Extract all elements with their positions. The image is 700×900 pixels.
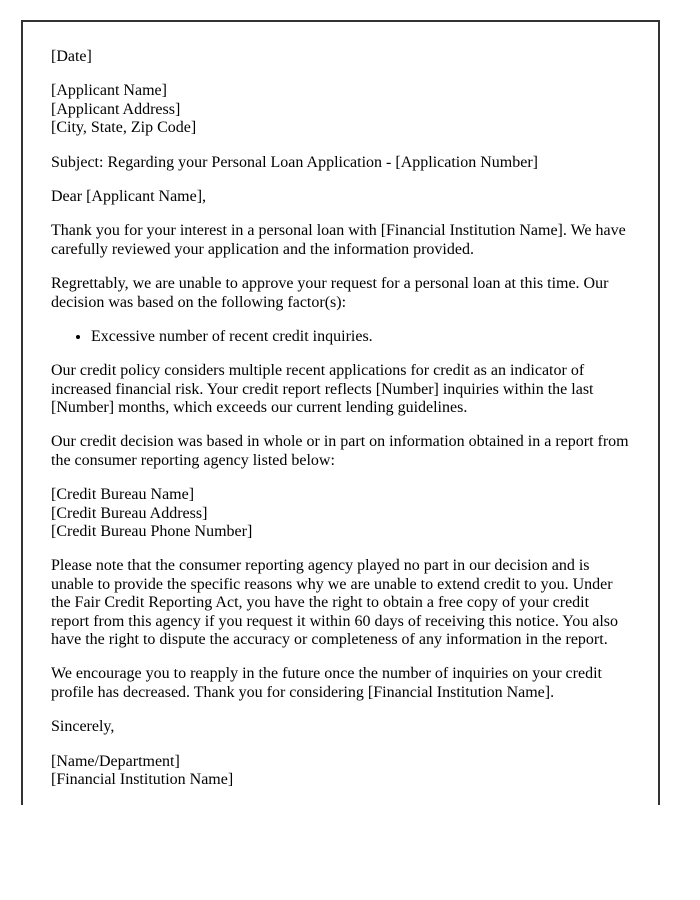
credit-bureau-block [51,486,630,541]
paragraph-decision: Regrettably, we are unable to approve your request for a personal loan at this time. Our decision was based on the following factor(s): [51,275,609,311]
signature-block [51,753,630,790]
paragraph-intro: Thank you for your interest in a personal loan with [Financial Institution Name]. We have carefully reviewed your application and the information provided. [51,222,626,258]
recipient-name: [Applicant Name] [51,82,167,100]
credit-bureau-address: [Credit Bureau Address] [51,504,208,522]
signature-name-department: [Name/Department] [51,752,180,770]
paragraph-report-source: Our credit decision was based in whole or in part on information obtained in a report from the consumer reporting agency listed below: [51,433,629,469]
credit-bureau-name: [Credit Bureau Name] [51,486,195,504]
denial-factors-list [51,328,630,346]
salutation: Dear [Applicant Name], [51,187,207,205]
paragraph-fcra-notice: Please note that the consumer reporting agency played no part in our decision and is unable to provide the specific reasons why we are unable to extend credit to you. Under the Fair Credit Reporting Act, you have the right to obtain a free copy of your credit report from this agency if you request it within 60 days of receiving this notice. You also have the right to dispute the accuracy or completeness of any information in the report. [51,557,619,648]
paragraph-closing: We encourage you to reapply in the future once the number of inquiries on your credit profile has decreased. Thank you for considering [Financial Institution Name]. [51,665,602,701]
loan-denial-letter [21,20,660,805]
letter-date: [Date] [51,48,92,65]
recipient-city-state-zip: [City, State, Zip Code] [51,119,197,137]
paragraph-credit-policy: Our credit policy considers multiple recent applications for credit as an indicator of increased financial risk. Your credit report reflects [Number] inquiries within the last [Number] months, which exceeds our current lending guidelines. [51,362,594,417]
recipient-address-block [51,82,630,137]
recipient-address: [Applicant Address] [51,100,181,118]
credit-bureau-phone: [Credit Bureau Phone Number] [51,523,253,541]
denial-factor-item: • Excessive number of recent credit inquiries. [91,328,630,346]
sign-off: Sincerely, [51,718,115,736]
subject-line: Subject: Regarding your Personal Loan Application - [Application Number] [51,153,538,171]
signature-institution-name: [Financial Institution Name] [51,770,234,788]
